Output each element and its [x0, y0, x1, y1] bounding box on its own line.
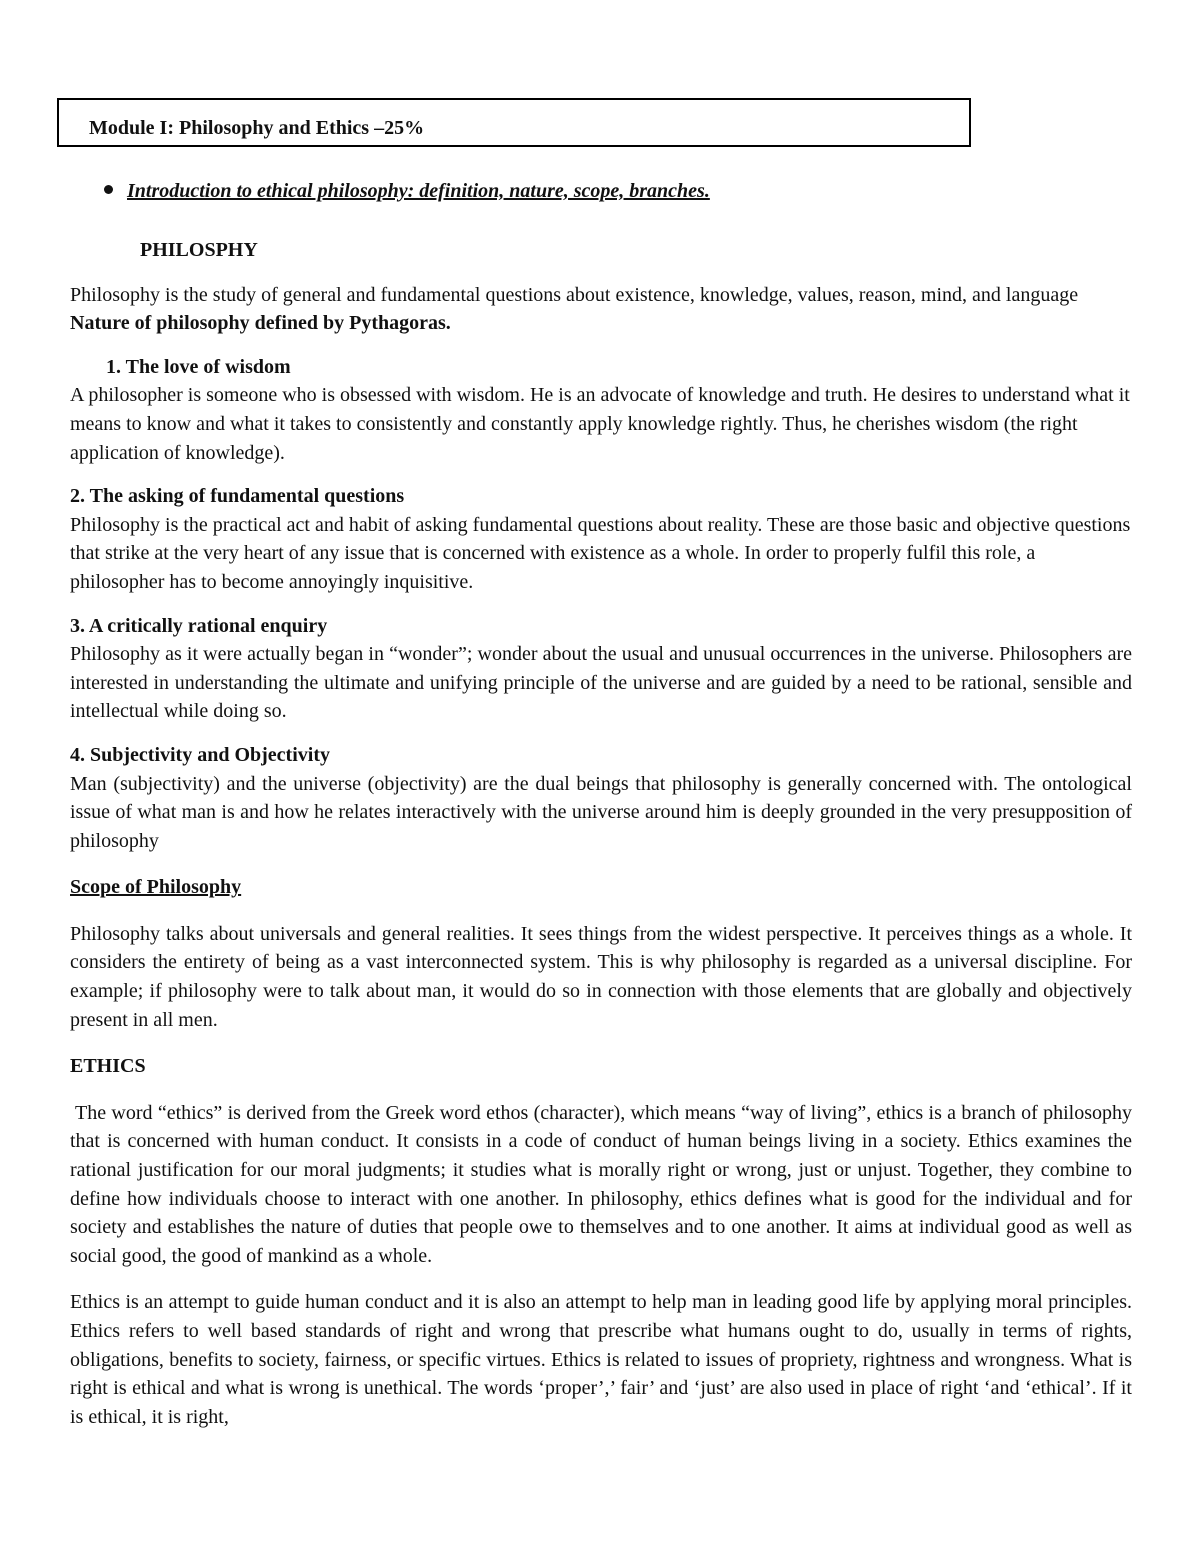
point-1-heading: 1. The love of wisdom: [106, 355, 291, 378]
philosophy-heading: PHILOSPHY: [140, 239, 258, 261]
intro-bullet-item: [104, 180, 710, 203]
ethics-heading: ETHICS: [70, 1055, 146, 1078]
point-4-text: Man (subjectivity) and the universe (objectivity) are the dual beings that philosophy is generally concerned with. The ontological issue of what man is and how he relates interactively with the universe around him is deeply grounded in the very presupposition of philosophy: [70, 772, 1132, 852]
point-2-text: Philosophy is the practical act and habit of asking fundamental questions about reality. These are those basic and objective questions that strike at the very heart of any issue that is concerned with existence as a whole. In order to properly fulfil this role, a philosopher has to become annoyingly inquisitive.: [70, 513, 1131, 593]
ethics-paragraph-2: Ethics is an attempt to guide human conduct and it is also an attempt to help man in leading good life by applying moral principles. Ethics refers to well based standards of right and wrong that prescribe what humans ought to do, usually in terms of rights, obligations, benefits to society, fairness, or specific virtues. Ethics is related to issues of propriety, rightness and wrongness. What is right is ethical and what is wrong is unethical. The words ‘proper’,’ fair’ and ‘just’ are also used in place of right ‘and ‘ethical’. If it is ethical, it is right,: [70, 1291, 1132, 1428]
intro-bullet-text: Introduction to ethical philosophy: definition, nature, scope, branches.: [127, 180, 710, 202]
philosophy-definition-text: Philosophy is the study of general and fundamental questions about existence, knowledge, values, reason, mind, and language: [70, 283, 1079, 306]
point-2-heading: 2. The asking of fundamental questions: [70, 485, 405, 508]
scope-heading: Scope of Philosophy: [70, 876, 242, 899]
point-3-heading: 3. A critically rational enquiry: [70, 614, 328, 637]
module-title: Module I: Philosophy and Ethics –25%: [89, 117, 425, 139]
point-4-heading: 4. Subjectivity and Objectivity: [70, 743, 330, 766]
scope-text: Philosophy talks about universals and general realities. It sees things from the widest perspective. It perceives things as a whole. It considers the entirety of being as a vast interconnected system. This is why philosophy is regarded as a universal discipline. For example; if philosophy were to talk about man, it would do so in connection with those elements that are globally and objectively present in all men.: [70, 922, 1132, 1031]
bullet-icon: [104, 185, 113, 194]
point-3-text: Philosophy as it were actually began in “wonder”; wonder about the usual and unusual occurrences in the universe. Philosophers are interested in understanding the ultimate and unifying principle of the universe and are guided by a need to be rational, sensible and intellectual while doing so.: [70, 643, 1132, 723]
ethics-paragraph-1: The word “ethics” is derived from the Greek word ethos (character), which means “way of living”, ethics is a branch of philosophy that is concerned with human conduct. It consists in a code of conduct of human beings living in a society. Ethics examines the rational justification for our moral judgments; it studies what is morally right or wrong, just or unjust. Together, they combine to define how individuals choose to interact with one another. In philosophy, ethics defines what is good for the individual and for society and establishes the nature of duties that people owe to themselves and to one another. It aims at individual good as well as social good, the good of mankind as a whole.: [70, 1101, 1132, 1267]
module-title-box: [57, 98, 971, 147]
document-body: [70, 236, 1132, 1431]
point-1-text: A philosopher is someone who is obsessed with wisdom. He is an advocate of knowledge and truth. He desires to understand what it means to know and what it takes to consistently and constantly apply knowledge rightly. Thus, he cherishes wisdom (the right application of knowledge).: [70, 384, 1130, 464]
philosophy-definition: [70, 281, 1132, 338]
nature-heading: Nature of philosophy defined by Pythagoras.: [70, 312, 451, 335]
